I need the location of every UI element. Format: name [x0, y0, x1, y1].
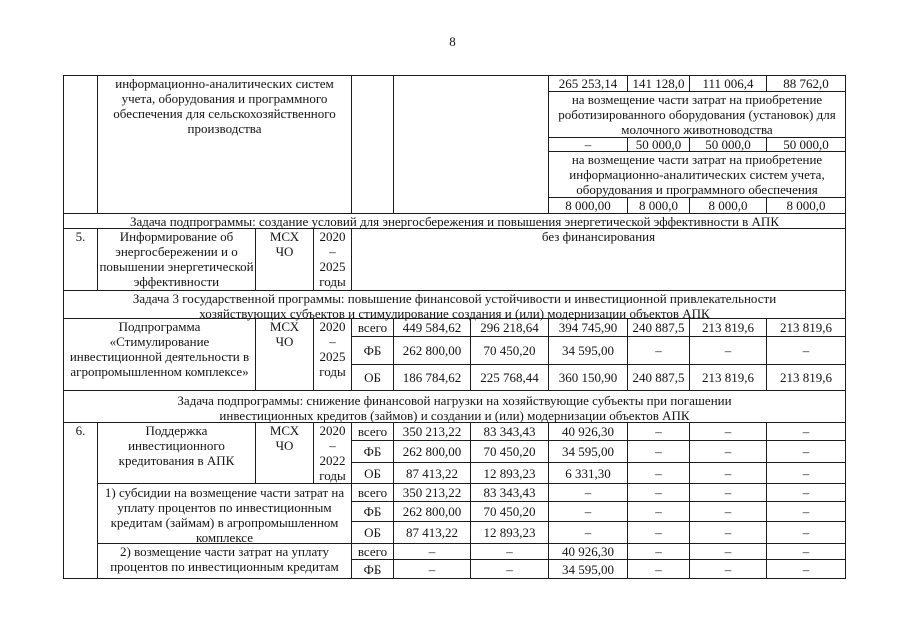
subprogram-federal-value: –: [627, 336, 690, 365]
subprogram-regional-value: 360 150,90: [548, 364, 628, 391]
it-systems-value: 8 000,0: [627, 197, 690, 214]
subprogram-federal-value: 70 450,20: [470, 336, 549, 365]
item6-total-value: 350 213,22: [393, 422, 471, 441]
item6-source-federal: ФБ: [351, 440, 394, 463]
item6-sub1-regional-value: –: [766, 521, 846, 544]
subprogram-name: Подпрограмма «Стимулирование инвестиционной деятельности в агропромышленном комплексе»: [63, 318, 256, 391]
subprogram-total-value: 394 745,90: [548, 318, 628, 337]
continuation-source-cell: [351, 75, 394, 214]
item6-regional-value: 12 893,23: [470, 462, 549, 484]
item6-sub1-source-regional: ОБ: [351, 521, 394, 544]
robotic-equipment-value: –: [548, 137, 628, 152]
subprogram-executor: МСХ ЧО: [255, 318, 314, 391]
item5-funding: без финансирования: [351, 228, 846, 291]
task-energy-efficiency-row: Задача подпрограммы: создание условий для энергосбережения и повышения энергетической эффективности в АПК: [63, 213, 846, 229]
item6-federal-value: –: [689, 440, 767, 463]
item6-total-value: 40 926,30: [548, 422, 628, 441]
item6-sub1-total-value: –: [766, 483, 846, 502]
item6-sub2-total-value: –: [689, 543, 767, 560]
item6-sub1-total-value: –: [627, 483, 690, 502]
subprogram-source-total: всего: [351, 318, 394, 337]
subprogram-source-regional: ОБ: [351, 364, 394, 391]
subprogram-total-value: 240 887,5: [627, 318, 690, 337]
continuation-total-value: 88 762,0: [766, 75, 846, 92]
subprogram-regional-value: 186 784,62: [393, 364, 471, 391]
it-systems-value: 8 000,0: [766, 197, 846, 214]
item6-sub1-regional-value: –: [689, 521, 767, 544]
item6-sub2-source-total: всего: [351, 543, 394, 560]
subprogram-total-value: 213 819,6: [766, 318, 846, 337]
continuation-total-value: 141 128,0: [627, 75, 690, 92]
subprogram-federal-value: –: [766, 336, 846, 365]
subprogram-period: 2020 – 2025 годы: [313, 318, 352, 391]
robotic-equipment-value: 50 000,0: [689, 137, 767, 152]
item6-period: 2020 – 2022 годы: [313, 422, 352, 484]
item6-sub1-federal-value: –: [689, 501, 767, 522]
item6-sub1-federal-value: –: [548, 501, 628, 522]
item6-total-value: 83 343,43: [470, 422, 549, 441]
subprogram-federal-value: 34 595,00: [548, 336, 628, 365]
robotic-equipment-value: 50 000,0: [627, 137, 690, 152]
item6-total-value: –: [689, 422, 767, 441]
subprogram-total-value: 213 819,6: [689, 318, 767, 337]
item5-executor: МСХ ЧО: [255, 228, 314, 291]
task-credit-burden-row: Задача подпрограммы: снижение финансовой нагрузки на хозяйствующие субъекты при погашении инвестиционных кредитов (займов) и создании и (или) модернизации объектов АПК: [63, 390, 846, 423]
item6-name: Поддержка инвестиционного кредитования в АПК: [97, 422, 256, 484]
continuation-number-cell: [63, 75, 98, 214]
item6-federal-value: 262 800,00: [393, 440, 471, 463]
item6-executor: МСХ ЧО: [255, 422, 314, 484]
subprogram-regional-value: 240 887,5: [627, 364, 690, 391]
item6-sub1-regional-value: 12 893,23: [470, 521, 549, 544]
page-number: 8: [449, 34, 456, 49]
item6-sub1-total-value: 83 343,43: [470, 483, 549, 502]
continuation-name: информационно-аналитических систем учета, оборудования и программного обеспечения для сельскохозяйственного производства: [97, 75, 352, 214]
subprogram-source-federal: ФБ: [351, 336, 394, 365]
item6-sub1-regional-value: –: [627, 521, 690, 544]
item6-sub2-federal-value: –: [393, 559, 471, 579]
item6-sub2-total-value: –: [627, 543, 690, 560]
item6-sub2-total-value: –: [470, 543, 549, 560]
item6-sub1-name: 1) субсидии на возмещение части затрат на уплату процентов по инвестиционным кредитам (займам) в агропромышленном комплексе: [97, 483, 352, 544]
item6-sub1-regional-value: 87 413,22: [393, 521, 471, 544]
item6-regional-value: –: [689, 462, 767, 484]
task3-row: Задача 3 государственной программы: повышение финансовой устойчивости и инвестиционной привлекательности хозяйствующих субъектов и стимулирование создания и (или) модернизации объектов АПК: [63, 290, 846, 319]
subprogram-total-value: 449 584,62: [393, 318, 471, 337]
item6-sub1-federal-value: –: [766, 501, 846, 522]
item6-sub2-federal-value: –: [766, 559, 846, 579]
it-systems-value: 8 000,0: [689, 197, 767, 214]
item6-regional-value: 6 331,30: [548, 462, 628, 484]
item6-total-value: –: [627, 422, 690, 441]
continuation-blank-cell: [393, 75, 549, 214]
item6-sub1-federal-value: 262 800,00: [393, 501, 471, 522]
item6-sub1-source-federal: ФБ: [351, 501, 394, 522]
item6-sub2-federal-value: –: [627, 559, 690, 579]
it-systems-value: 8 000,00: [548, 197, 628, 214]
item5-period: 2020 – 2025 годы: [313, 228, 352, 291]
item6-total-value: –: [766, 422, 846, 441]
item6-sub2-total-value: –: [393, 543, 471, 560]
item6-sub1-regional-value: –: [548, 521, 628, 544]
item6-sub2-federal-value: –: [470, 559, 549, 579]
subprogram-regional-value: 213 819,6: [766, 364, 846, 391]
subprogram-federal-value: 262 800,00: [393, 336, 471, 365]
item6-sub1-federal-value: –: [627, 501, 690, 522]
item6-sub1-source-total: всего: [351, 483, 394, 502]
item6-regional-value: –: [627, 462, 690, 484]
continuation-total-value: 265 253,14: [548, 75, 628, 92]
item6-federal-value: –: [627, 440, 690, 463]
item6-sub1-total-value: 350 213,22: [393, 483, 471, 502]
subprogram-regional-value: 213 819,6: [689, 364, 767, 391]
item6-sub2-source-federal: ФБ: [351, 559, 394, 579]
item6-source-total: всего: [351, 422, 394, 441]
item6-sub2-name: 2) возмещение части затрат на уплату процентов по инвестиционным кредитам: [97, 543, 352, 579]
item6-sub2-total-value: 40 926,30: [548, 543, 628, 560]
item6-sub2-federal-value: –: [689, 559, 767, 579]
item6-regional-value: –: [766, 462, 846, 484]
item6-source-regional: ОБ: [351, 462, 394, 484]
it-systems-label: на возмещение части затрат на приобретение информационно-аналитических систем учета, оборудования и программного обеспечения: [548, 151, 846, 198]
item6-number: 6.: [63, 422, 98, 579]
item6-federal-value: 70 450,20: [470, 440, 549, 463]
subprogram-total-value: 296 218,64: [470, 318, 549, 337]
subprogram-federal-value: –: [689, 336, 767, 365]
item5-number: 5.: [63, 228, 98, 291]
item6-sub1-total-value: –: [689, 483, 767, 502]
robotic-equipment-label: на возмещение части затрат на приобретение роботизированного оборудования (установок) для молочного животноводства: [548, 91, 846, 138]
continuation-total-value: 111 006,4: [689, 75, 767, 92]
item5-name: Информирование об энергосбережении и о повышении энергетической эффективности: [97, 228, 256, 291]
item6-federal-value: –: [766, 440, 846, 463]
item6-regional-value: 87 413,22: [393, 462, 471, 484]
item6-sub1-total-value: –: [548, 483, 628, 502]
item6-sub2-federal-value: 34 595,00: [548, 559, 628, 579]
robotic-equipment-value: 50 000,0: [766, 137, 846, 152]
item6-federal-value: 34 595,00: [548, 440, 628, 463]
item6-sub2-total-value: –: [766, 543, 846, 560]
subprogram-regional-value: 225 768,44: [470, 364, 549, 391]
item6-sub1-federal-value: 70 450,20: [470, 501, 549, 522]
